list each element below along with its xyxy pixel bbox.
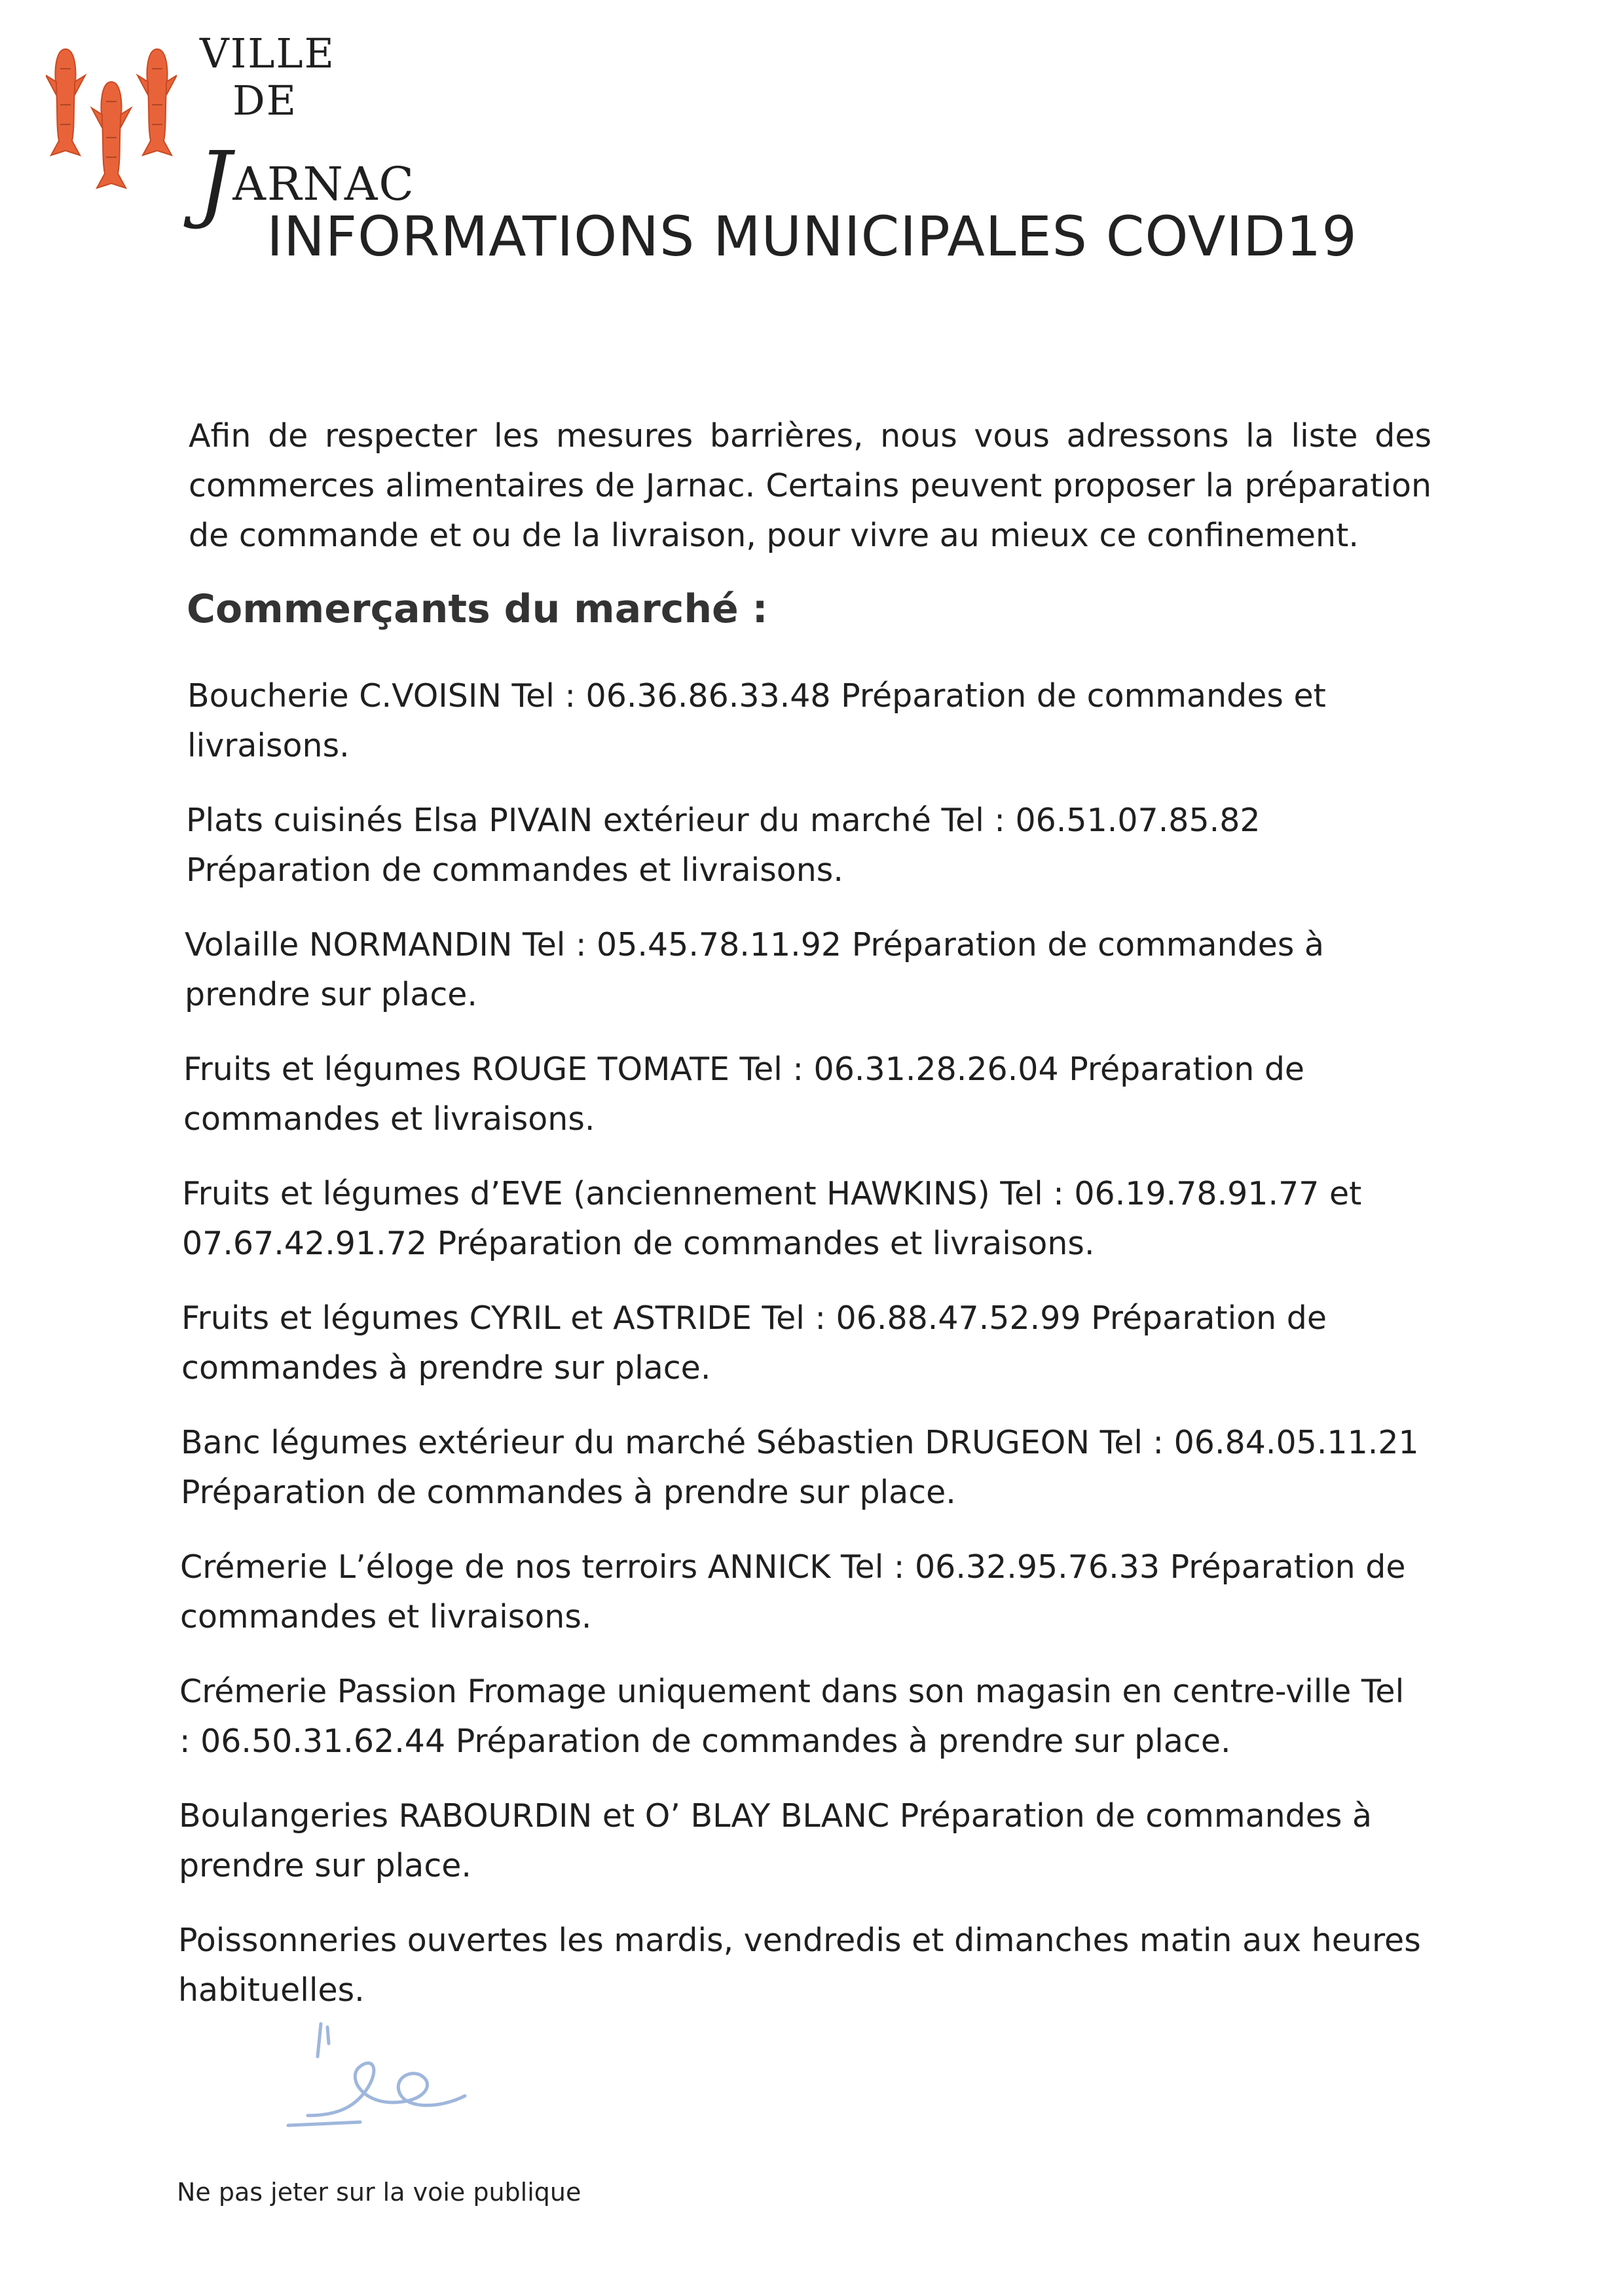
merchant-entry: Fruits et légumes CYRIL et ASTRIDE Tel : 06.88.47.52.99 Préparation de commandes à prendre sur place. xyxy=(181,1299,1327,1387)
merchant-entry: Boucherie C.VOISIN Tel : 06.36.86.33.48 Préparation de commandes et livraisons. xyxy=(187,677,1326,764)
merchant-entry: Plats cuisinés Elsa PIVAIN extérieur du marché Tel : 06.51.07.85.82 Préparation de commandes et livraisons. xyxy=(186,802,1261,889)
logo-line-ville: VILLE xyxy=(200,29,335,77)
logo-initial: J xyxy=(198,134,233,232)
merchant-entry: Boulangeries RABOURDIN et O’ BLAY BLANC Préparation de commandes à prendre sur place. xyxy=(179,1797,1373,1884)
section-heading: Commerçants du marché : xyxy=(187,586,768,632)
merchant-list xyxy=(178,671,1422,2040)
handwritten-signature-icon xyxy=(282,2017,491,2138)
city-logo xyxy=(46,29,415,232)
merchant-entry: Fruits et légumes ROUGE TOMATE Tel : 06.31.28.26.04 Préparation de commandes et livraisons. xyxy=(183,1051,1305,1138)
page-title: INFORMATIONS MUNICIPALES COVID19 xyxy=(267,204,1357,269)
intro-paragraph: Afin de respecter les mesures barrières, nous vous adressons la liste des commerces alimentaires de Jarnac. Certains peuvent proposer la préparation de commande et ou de la livraison, pour vivre au mieux ce confinement. xyxy=(189,417,1431,554)
merchant-entry: Poissonneries ouvertes les mardis, vendredis et dimanches matin aux heures habituelles. xyxy=(178,1922,1421,2009)
footer-note: Ne pas jeter sur la voie publique xyxy=(177,2178,581,2207)
merchant-entry: Fruits et légumes d’EVE (anciennement HAWKINS) Tel : 06.19.78.91.77 et 07.67.42.91.72 Préparation de commandes et livraisons. xyxy=(182,1175,1362,1262)
merchant-entry: Crémerie Passion Fromage uniquement dans son magasin en centre-ville Tel : 06.50.31.62.44 Préparation de commandes à prendre sur place. xyxy=(179,1673,1405,1760)
logo-rest: ARNAC xyxy=(232,157,415,211)
logo-line-de: DE xyxy=(232,77,297,124)
merchant-entry: Volaille NORMANDIN Tel : 05.45.78.11.92 Préparation de commandes à prendre sur place. xyxy=(185,926,1325,1013)
merchant-entry: Banc légumes extérieur du marché Sébastien DRUGEON Tel : 06.84.05.11.21 Préparation de commandes à prendre sur place. xyxy=(181,1424,1419,1511)
merchant-entry: Crémerie L’éloge de nos terroirs ANNICK Tel : 06.32.95.76.33 Préparation de commandes et livraisons. xyxy=(180,1548,1406,1635)
three-fish-emblem-icon xyxy=(46,43,177,200)
